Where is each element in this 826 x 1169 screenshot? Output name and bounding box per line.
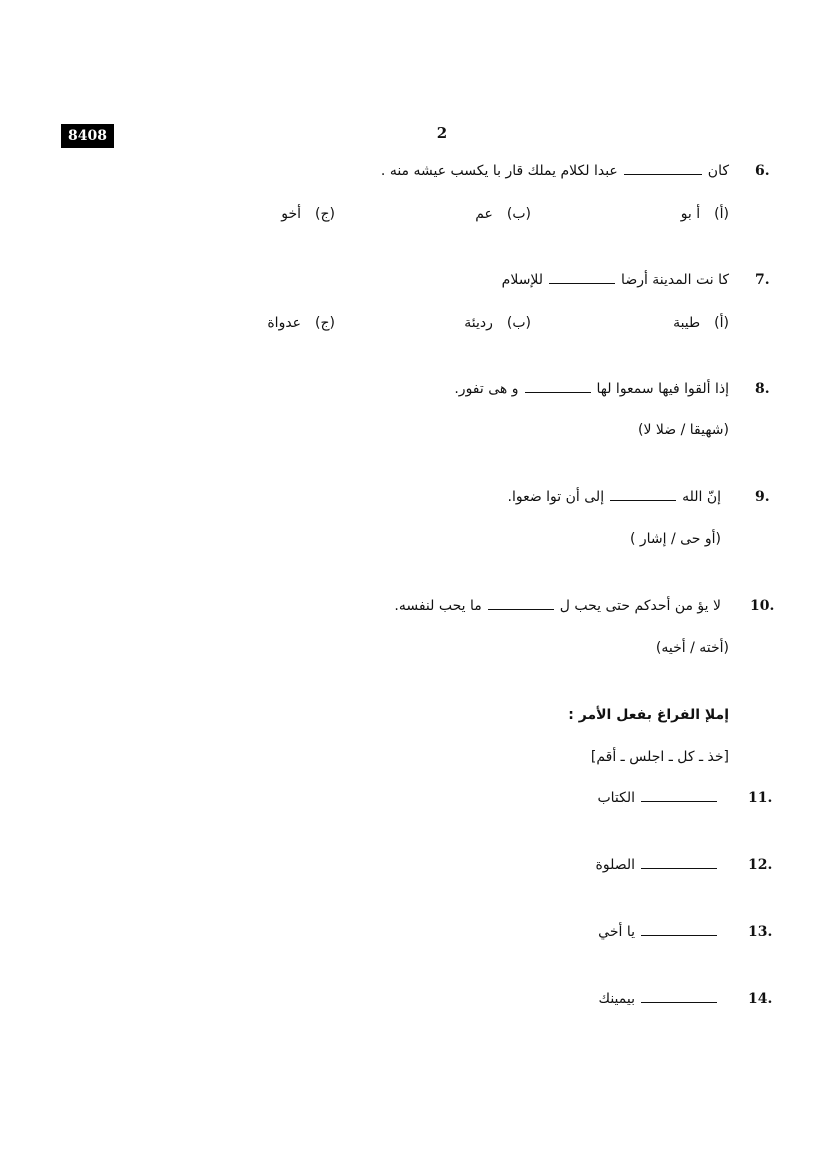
question-before-blank: كان	[707, 163, 729, 179]
question-before-blank: لا يؤ من أحدكم حتى يحب ل	[559, 598, 721, 614]
option-text: رديئة	[464, 315, 493, 331]
question-before-blank: إذا ألقوا فيها سمعوا لها	[596, 381, 729, 397]
option-a	[681, 206, 729, 222]
answer-blank	[624, 173, 702, 175]
answer-blank	[641, 934, 717, 936]
item-number: 12.	[748, 857, 773, 873]
word-bank: [خذ ـ كل ـ اجلس ـ أقم]	[590, 749, 729, 765]
answer-blank	[641, 1001, 717, 1003]
question-text	[454, 381, 729, 397]
question-after-blank: إلى أن توا ضعوا.	[507, 489, 605, 505]
option-b	[464, 315, 531, 331]
question-after-blank: ما يحب لنفسه.	[394, 598, 482, 614]
question-hint: (شهيقا / ضلا لا)	[638, 422, 729, 438]
fill-item	[599, 991, 723, 1007]
answer-blank	[488, 608, 554, 610]
answer-blank	[641, 867, 717, 869]
question-after-blank: عبدا لكلام يملك قار با يكسب عيشه منه .	[380, 163, 618, 179]
question-text	[502, 272, 729, 288]
answer-blank	[525, 391, 591, 393]
answer-blank	[549, 282, 615, 284]
option-marker: (أ)	[714, 206, 729, 222]
question-number: 10.	[750, 598, 775, 614]
option-c	[281, 206, 335, 222]
option-text: عدواة	[267, 315, 302, 331]
question-before-blank: كا نت المدينة أرضا	[621, 272, 729, 288]
section-title: إملإ الفراغ بفعل الأمر :	[568, 707, 729, 723]
option-marker: (أ)	[714, 315, 729, 331]
question-text	[394, 598, 721, 614]
option-text: أ بو	[680, 206, 701, 222]
option-a	[673, 315, 729, 331]
question-text	[381, 163, 729, 179]
option-text: عم	[475, 206, 493, 222]
question-number: 9.	[755, 489, 770, 505]
option-c	[267, 315, 335, 331]
fill-item	[597, 790, 723, 806]
fill-item	[596, 857, 724, 873]
option-marker: (ج)	[315, 315, 335, 331]
fill-item-text: بيمينك	[598, 991, 635, 1007]
question-number: 6.	[755, 163, 770, 179]
item-number: 11.	[748, 790, 773, 806]
answer-blank	[610, 499, 676, 501]
question-after-blank: للإسلام	[501, 272, 544, 288]
option-marker: (ب)	[506, 315, 531, 331]
option-text: أخو	[281, 206, 302, 222]
question-after-blank: و هى تفور.	[454, 381, 519, 397]
fill-item-text: الكتاب	[597, 790, 635, 806]
answer-blank	[641, 800, 717, 802]
page-number: 2	[436, 124, 448, 142]
fill-item-text: يا أخي	[598, 924, 635, 940]
fill-item	[598, 924, 723, 940]
option-text: طيبة	[673, 315, 701, 331]
question-hint: (أخته / أخيه)	[655, 640, 729, 656]
item-number: 13.	[748, 924, 773, 940]
question-number: 8.	[755, 381, 770, 397]
option-marker: (ج)	[315, 206, 335, 222]
fill-item-text: الصلوة	[595, 857, 635, 873]
option-marker: (ب)	[506, 206, 531, 222]
question-before-blank: إنّ الله	[682, 489, 721, 505]
item-number: 14.	[748, 991, 773, 1007]
question-number: 7.	[755, 272, 770, 288]
paper-code-badge: 8408	[61, 124, 114, 148]
question-hint: (أو حى / إشار )	[629, 531, 721, 547]
option-b	[475, 206, 531, 222]
question-text	[508, 489, 722, 505]
